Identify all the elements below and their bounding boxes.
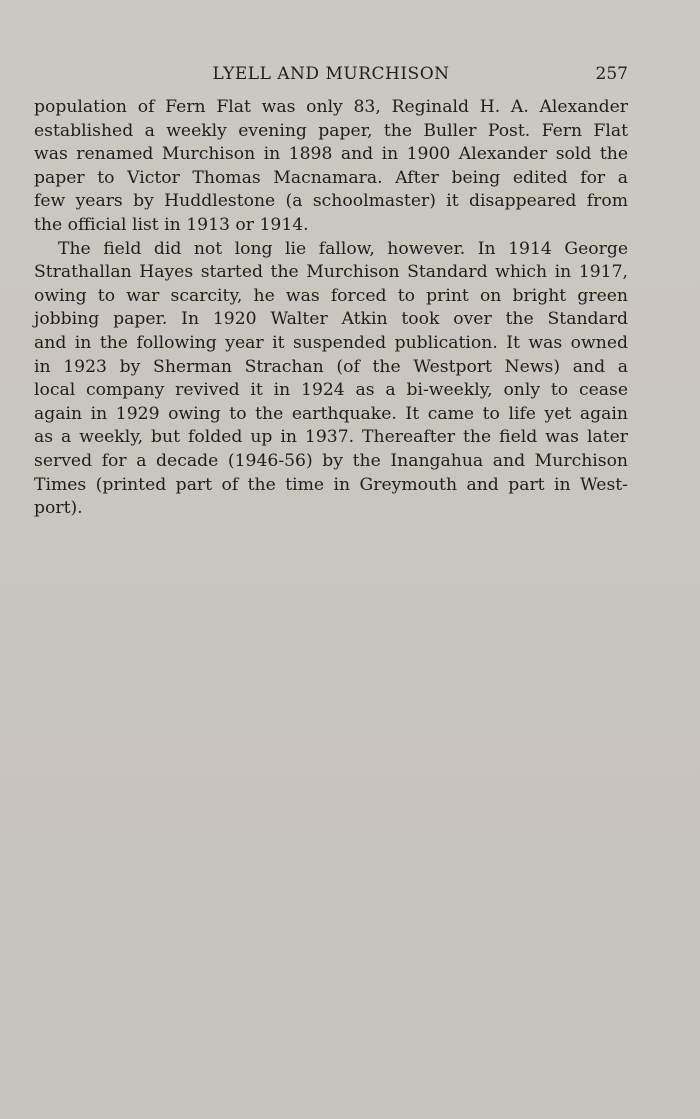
page-header <box>34 61 628 87</box>
text-line: population of Fern Flat was only 83, Reginald H. A. Alexander <box>34 97 628 117</box>
text-line: few years by Huddlestone (a schoolmaster) it disappeared from <box>34 191 628 212</box>
text-line: served for a decade (1946-56) by the Inangahua and Murchison <box>34 450 628 471</box>
text-line: Times (printed part of the time in Greymouth and part in West- <box>34 474 628 495</box>
text-line: and in the following year it suspended publication. It was owned <box>34 332 628 353</box>
page-number: 257 <box>595 64 628 84</box>
text-line: was renamed Murchison in 1898 and in 1900 Alexander sold the <box>34 144 628 165</box>
text-line: as a weekly, but folded up in 1937. Thereafter the field was later <box>34 427 628 448</box>
text-line: port). <box>34 498 83 519</box>
text-line: local company revived it in 1924 as a bi-weekly, only to cease <box>34 380 628 401</box>
text-line: paper to Victor Thomas Macnamara. After being edited for a <box>34 167 628 188</box>
text-line: the official list in 1913 or 1914. <box>34 214 309 235</box>
running-head: LYELL AND MURCHISON <box>212 64 450 84</box>
text-line: Strathallan Hayes started the Murchison Standard which in 1917, <box>34 262 628 283</box>
text-line: in 1923 by Sherman Strachan (of the Westport News) and a <box>34 356 628 377</box>
text-line: jobbing paper. In 1920 Walter Atkin took over the Standard <box>34 309 628 330</box>
body-text <box>34 96 628 521</box>
text-line: established a weekly evening paper, the Buller Post. Fern Flat <box>34 120 628 141</box>
text-line: The field did not long lie fallow, however. In 1914 George <box>58 238 628 259</box>
text-line: again in 1929 owing to the earthquake. It came to life yet again <box>34 403 628 424</box>
text-line: owing to war scarcity, he was forced to print on bright green <box>34 285 628 306</box>
